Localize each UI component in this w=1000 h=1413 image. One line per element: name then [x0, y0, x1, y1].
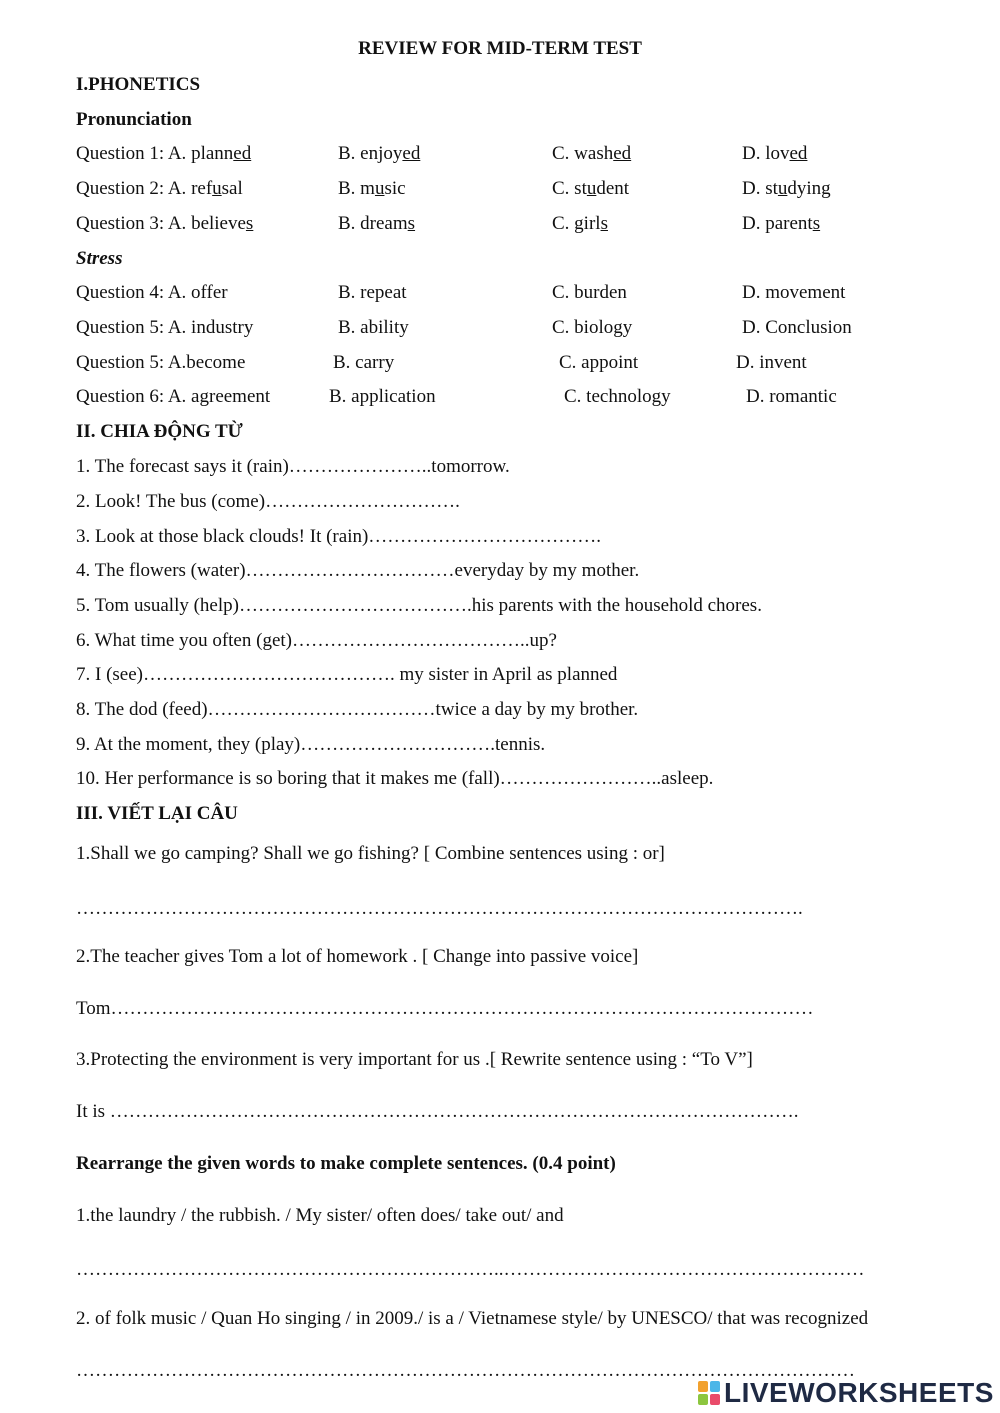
option-b: B. ability	[338, 317, 409, 338]
rearrange-heading: Rearrange the given words to make complete sentences. (0.4 point)	[76, 1153, 616, 1174]
option-b: B. application	[329, 386, 436, 407]
option-a: Question 4: A. offer	[76, 282, 228, 303]
option-a: Question 2: A. refusal	[76, 178, 243, 199]
rewrite-question-2: 2.The teacher gives Tom a lot of homework . [ Change into passive voice]	[76, 946, 639, 967]
option-c: C. student	[552, 178, 630, 199]
verb-item-5: 5. Tom usually (help)……………………………….his parents with the household chores.	[76, 595, 762, 616]
option-c: C. girls	[552, 213, 608, 234]
rewrite-answer-2[interactable]: Tom…………………………………………………………………………………………………	[76, 998, 814, 1019]
option-c: C. biology	[552, 317, 633, 338]
section-phonetics-heading: I.PHONETICS	[76, 74, 201, 95]
pronunciation-question-3	[0, 213, 1000, 237]
option-b: B. dreams	[338, 213, 416, 234]
verb-item-8: 8. The dod (feed)………………………………twice a day by my brother.	[76, 699, 639, 720]
option-b: B. repeat	[338, 282, 407, 303]
pronunciation-question-2	[0, 178, 1000, 202]
option-d: D. movement	[742, 282, 846, 303]
stress-question-6	[0, 386, 1000, 410]
option-a: Question 5: A. industry	[76, 317, 254, 338]
rewrite-question-1: 1.Shall we go camping? Shall we go fishing? [ Combine sentences using : or]	[76, 843, 665, 864]
option-c: C. burden	[552, 282, 627, 303]
option-b: B. music	[338, 178, 406, 199]
stress-question-5b	[0, 352, 1000, 376]
stress-question-5	[0, 317, 1000, 341]
rearrange-answer-1[interactable]: …………………………………………………………..…………………………………………………	[76, 1259, 865, 1280]
section-rewrite-heading: III. VIẾT LẠI CÂU	[76, 803, 238, 824]
verb-item-1: 1. The forecast says it (rain)…………………..tomorrow.	[76, 456, 510, 477]
option-d: D. loved	[742, 143, 808, 164]
rewrite-question-3: 3.Protecting the environment is very important for us .[ Rewrite sentence using : “To V”]	[76, 1049, 753, 1070]
option-a: Question 5: A.become	[76, 352, 246, 373]
rearrange-answer-2[interactable]: ……………………………………………………………………………………………………………	[76, 1360, 855, 1381]
rewrite-answer-1[interactable]: …………………………………………………………………………………………………….	[76, 898, 803, 919]
stress-heading: Stress	[76, 248, 123, 269]
verb-item-6: 6. What time you often (get)………………………………..up?	[76, 630, 557, 651]
rewrite-answer-3[interactable]: It is ……………………………………………………………………………………………….	[76, 1101, 799, 1122]
stress-question-4	[0, 282, 1000, 306]
option-a: Question 6: A. agreement	[76, 386, 271, 407]
verb-item-4: 4. The flowers (water)……………………………everyday by my mother.	[76, 560, 640, 581]
liveworksheets-logo-icon	[698, 1381, 720, 1405]
option-d: D. parents	[742, 213, 821, 234]
verb-item-7: 7. I (see)…………………………………. my sister in April as planned	[76, 664, 618, 685]
option-d: D. invent	[736, 352, 807, 373]
verb-item-9: 9. At the moment, they (play)………………………….tennis.	[76, 734, 546, 755]
option-a: Question 3: A. believes	[76, 213, 254, 234]
verb-item-10: 10. Her performance is so boring that it makes me (fall)……………………..asleep.	[76, 768, 714, 789]
option-d: D. romantic	[746, 386, 837, 407]
verb-item-3: 3. Look at those black clouds! It (rain)……………………………….	[76, 526, 602, 547]
section-verbs-heading: II. CHIA ĐỘNG TỪ	[76, 421, 243, 442]
option-c: C. technology	[564, 386, 671, 407]
option-a: Question 1: A. planned	[76, 143, 252, 164]
page-title: REVIEW FOR MID-TERM TEST	[358, 38, 642, 59]
option-b: B. enjoyed	[338, 143, 421, 164]
pronunciation-heading: Pronunciation	[76, 109, 192, 130]
rearrange-question-1: 1.the laundry / the rubbish. / My sister/ often does/ take out/ and	[76, 1205, 564, 1226]
logo-text: LIVEWORKSHEETS	[724, 1377, 994, 1408]
liveworksheets-logo	[698, 1378, 994, 1408]
verb-item-2: 2. Look! The bus (come)………………………….	[76, 491, 460, 512]
option-c: C. appoint	[559, 352, 639, 373]
option-c: C. washed	[552, 143, 632, 164]
option-d: D. studying	[742, 178, 831, 199]
option-d: D. Conclusion	[742, 317, 852, 338]
option-b: B. carry	[333, 352, 395, 373]
rearrange-question-2: 2. of folk music / Quan Ho singing / in 2009./ is a / Vietnamese style/ by UNESCO/ that was recognized	[76, 1308, 869, 1329]
pronunciation-question-1	[0, 143, 1000, 167]
